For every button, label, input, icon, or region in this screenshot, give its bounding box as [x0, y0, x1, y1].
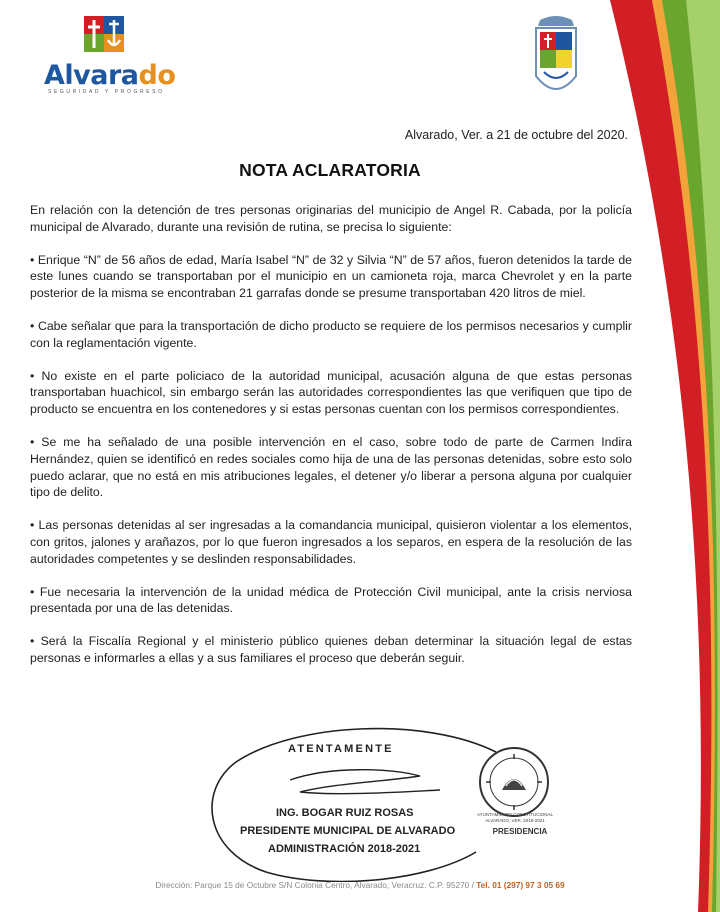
paragraph: • Cabe señalar que para la transportación de dicho producto se requiere de los permisos necesarios y cumplir con la reglamentación vigente.	[30, 318, 632, 350]
document-title: NOTA ACLARATORIA	[239, 160, 421, 180]
signatory-role: PRESIDENTE MUNICIPAL DE ALVARADO	[240, 825, 456, 837]
footer-phone: Tel. 01 (297) 97 3 05 69	[476, 880, 565, 890]
date-line: Alvarado, Ver. a 21 de octubre del 2020.	[404, 128, 628, 142]
document-body	[30, 202, 632, 683]
official-seal-icon	[478, 746, 550, 818]
seal-small-text: AYUNTAMIENTO CONSTITUCIONAL ALVARADO, VER. 2018-2021	[476, 812, 553, 823]
paragraph: • No existe en el parte policiaco de la autoridad municipal, acusación alguna de que estas personas transportaban huachicol, sin embargo serán las autoridades correspondientes las que verifiquen que tipo de producto se encuentra en los contenedores y si estas personas cuentan con los permisos correspondientes.	[30, 368, 632, 417]
footer-address: Dirección: Parque 15 de Octubre S/N Colonia Centro, Alvarado, Veracruz. C.P. 95270 /	[155, 880, 474, 890]
paragraph: • Las personas detenidas al ser ingresadas a la comandancia municipal, quisieron violentar a los elementos, con gritos, jalones y arañazos, por lo que fueron ingresados a los separos, en espera de la resolución de las autoridades competentes y se deslinden responsabilidades.	[30, 518, 632, 566]
signatory-name: ING. BOGAR RUIZ ROSAS	[276, 807, 414, 819]
seal-label: PRESIDENCIA	[492, 827, 548, 836]
signature-icon	[270, 762, 450, 808]
logo-wordmark: Alvarado	[44, 60, 176, 91]
paragraph: En relación con la detención de tres personas originarias del municipio de Angel R. Cabada, por la policía municipal de Alvarado, durante una revisión de rutina, se precisa lo siguiente:	[30, 203, 632, 234]
logo-tagline: SEGURIDAD Y PROGRESO	[48, 89, 165, 95]
footer	[0, 880, 720, 890]
signatory-administration: ADMINISTRACIÓN 2018-2021	[268, 843, 421, 855]
paragraph: • Se me ha señalado de una posible intervención en el caso, sobre todo de parte de Carmen Indira Hernández, quien se identificó en redes sociales como hija de una de las personas detenidas, sobre esto solo puedo aclarar, que no está en mis atribuciones legales, el detener y/o liberar a persona alguna por cualquier tipo de delito.	[30, 434, 632, 500]
closing-text: ATENTAMENTE	[288, 743, 394, 755]
coat-of-arms-icon	[530, 14, 582, 104]
paragraph: • Fue necesaria la intervención de la unidad médica de Protección Civil municipal, ante la crisis nerviosa presentada por una de las detenidas.	[30, 584, 632, 616]
paragraph: • Enrique “N” de 56 años de edad, María Isabel “N” de 32 y Silvia “N” de 57 años, fueron detenidos la tarde de este lunes cuando se transportaban por el municipio en un camioneta roja, marca Chevrolet y en la parte posterior de la misma se encontraban 21 garrafas donde se presume transportaban 420 litros de miel.	[30, 252, 632, 301]
paragraph: • Será la Fiscalía Regional y el ministerio público quienes deban determinar la situación legal de estas personas e informarles a ellas y a sus familiares el proceso que deberán seguir.	[30, 634, 632, 665]
